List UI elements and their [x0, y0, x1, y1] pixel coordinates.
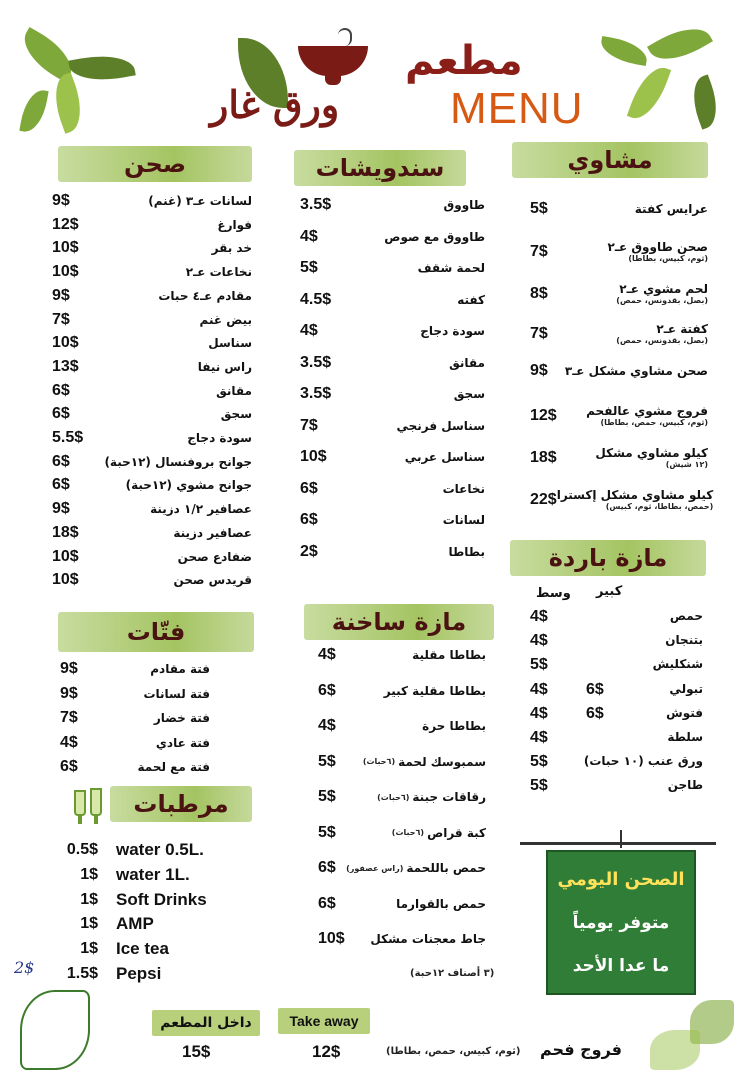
item-price: 5.5$ — [52, 429, 84, 446]
item-price: 6$ — [318, 681, 336, 699]
item-name: AMP — [116, 914, 154, 934]
item-price: 4$ — [318, 646, 336, 663]
item-name-wrap — [363, 755, 486, 769]
item-note: (ثوم، كبيس، حمص، بطاطا) — [600, 418, 708, 427]
item-name-wrap — [616, 282, 708, 305]
leaf-decoration-icon — [650, 1030, 700, 1070]
charcoal-chicken-note: (ثوم، كبيس، حمص، بطاطا) — [386, 1046, 521, 1057]
item-price: 10$ — [52, 334, 79, 352]
item-name: water 1L. — [116, 864, 190, 884]
takeaway-price: 12$ — [312, 1042, 341, 1061]
menu-item-row — [52, 429, 252, 447]
item-note: (حمص، بطاطا، ثوم، كبيس) — [605, 502, 714, 511]
item-name: سناسل عربي — [404, 450, 485, 464]
menu-item-row — [52, 453, 252, 471]
item-name-wrap — [198, 360, 252, 374]
item-name-wrap — [454, 387, 485, 401]
item-note: (١٢ شيش) — [665, 460, 708, 469]
restaurant-name: مطعم — [405, 38, 523, 84]
menu-item-row — [300, 354, 485, 372]
charcoal-chicken-title: فروج فحم — [540, 1040, 623, 1059]
menu-item-row — [28, 840, 258, 860]
item-name: كيلو مشاوي مشكل إكسترا — [556, 488, 714, 502]
item-name: سجق — [220, 407, 252, 422]
item-name: حمص بالقوارما — [396, 896, 486, 911]
item-name: سناسل — [208, 336, 252, 351]
item-price-large: 6$ — [586, 704, 604, 722]
item-name-wrap — [150, 502, 252, 516]
item-price: 1$ — [80, 865, 98, 883]
leaf-decoration-icon — [598, 36, 649, 66]
item-price: 12$ — [52, 215, 79, 233]
item-name: مقادم عـ٤ حبات — [158, 288, 252, 303]
item-name: water 0.5L. — [116, 840, 204, 859]
menu-item-row — [300, 480, 485, 498]
item-price: 7$ — [52, 310, 70, 328]
item-price: 3.5$ — [300, 196, 332, 213]
menu-item-row — [300, 385, 485, 403]
menu-item-row — [300, 511, 485, 529]
item-name: فتة مقادم — [150, 662, 210, 676]
item-name: حمص باللحمة — [406, 861, 486, 875]
handwritten-price: 2$ — [14, 958, 35, 977]
menu-item-row — [300, 417, 485, 435]
item-price: 9$ — [52, 500, 70, 518]
item-price: 1.5$ — [66, 965, 98, 982]
item-name-wrap — [443, 482, 485, 496]
item-name: Ice tea — [116, 939, 169, 959]
item-note: (٦حبات) — [362, 757, 396, 766]
item-name: فروج مشوي عالفحم — [586, 404, 708, 418]
item-price: 12$ — [530, 406, 557, 424]
item-name-wrap — [449, 356, 485, 370]
menu-item-row — [52, 476, 252, 494]
item-name: بطاطا مقلية كبير — [383, 683, 486, 698]
item-name-wrap — [156, 736, 210, 750]
item-name-wrap — [173, 526, 252, 540]
cold-mezza-col-medium: وسط — [536, 586, 571, 601]
item-price: 6$ — [52, 452, 70, 470]
menu-item-row — [318, 753, 486, 771]
item-name: مقانق — [216, 383, 252, 398]
item-price: 9$ — [60, 660, 78, 677]
item-name-wrap — [346, 861, 486, 875]
daily-plate-title: الصحن اليومي — [557, 869, 685, 891]
item-name: نخاعات عـ٢ — [185, 265, 252, 280]
item-price-medium: 4$ — [530, 632, 548, 650]
hot-mezza-footnote: (٣ أصناف ١٢حبة) — [410, 968, 495, 979]
daily-plate-except: ما عدا الأحد — [572, 955, 670, 976]
section-title-fatteh: فتّات — [58, 612, 254, 652]
item-name: تبولي — [669, 681, 703, 696]
leaf-outline-icon — [20, 990, 90, 1070]
menu-item-row — [60, 685, 210, 703]
menu-item-row — [52, 287, 252, 305]
item-name-wrap — [405, 450, 485, 464]
item-name: جوانح بروفنسال (١٢حبة) — [104, 454, 252, 469]
menu-item-row — [300, 228, 485, 246]
menu-item-row — [530, 322, 708, 345]
item-price: 2$ — [300, 542, 318, 560]
item-price: 5$ — [318, 788, 336, 805]
menu-item-row — [318, 682, 486, 700]
menu-item-row — [318, 646, 486, 664]
item-name-wrap — [186, 265, 252, 279]
item-name: عصافير ١/٢ دزينة — [150, 502, 252, 517]
item-price: 4$ — [300, 227, 318, 245]
item-note: (بصل، بقدونس، حمص) — [616, 336, 708, 345]
item-price: 7$ — [60, 709, 78, 726]
item-name: جاط معجنات مشكل — [370, 932, 486, 946]
menu-item-row — [318, 895, 486, 913]
item-name-wrap — [212, 241, 252, 255]
menu-item-row — [318, 859, 486, 877]
item-price: 8$ — [530, 284, 548, 302]
item-name: فتة خضار — [153, 711, 210, 725]
item-name-wrap — [418, 261, 485, 275]
menu-item-row — [52, 239, 252, 257]
item-note: (٦حبات) — [391, 828, 425, 837]
item-price: 18$ — [530, 448, 557, 466]
item-price-medium: 5$ — [530, 656, 548, 674]
menu-item-row — [52, 524, 252, 542]
item-price: 7$ — [530, 324, 548, 342]
item-name-wrap — [126, 478, 252, 492]
item-name-wrap — [200, 313, 252, 327]
item-name-wrap — [420, 324, 485, 338]
drinks-glasses-icon — [72, 780, 106, 826]
item-name-wrap — [148, 194, 252, 208]
item-name: مقانق — [449, 355, 485, 370]
menu-item-row — [300, 448, 485, 466]
item-name-wrap — [187, 431, 252, 445]
item-name-wrap — [448, 545, 485, 559]
menu-item-row — [318, 824, 486, 842]
item-price: 6$ — [52, 381, 70, 399]
leaf-decoration-icon — [647, 17, 713, 71]
section-title-hot-mezza: مازة ساخنة — [304, 604, 494, 640]
item-name-wrap — [367, 932, 486, 946]
item-name: Soft Drinks — [116, 889, 207, 909]
item-name: طاجن — [667, 778, 703, 793]
item-name-wrap — [216, 384, 252, 398]
item-name: عرايس كفتة — [634, 202, 708, 216]
menu-item-row — [530, 282, 708, 305]
item-price: 9$ — [530, 362, 548, 379]
item-name-wrap — [557, 488, 714, 511]
section-title-cold-mezza: مازة باردة — [510, 540, 706, 576]
menu-item-row — [52, 571, 252, 589]
menu-item-row — [28, 914, 258, 934]
item-name: ورق عنب (١٠ حبات) — [583, 754, 703, 769]
section-title-sandwiches: سندويشات — [294, 150, 466, 186]
item-price-large: 6$ — [586, 680, 604, 698]
item-name-wrap — [158, 289, 252, 303]
item-name: خد بقر — [211, 241, 252, 256]
item-name: لحمة شقف — [417, 261, 485, 275]
item-name: لسانات عـ٣ (غنم) — [148, 194, 252, 208]
item-name-wrap — [565, 364, 708, 378]
item-name-wrap — [217, 218, 252, 232]
item-name: فتة مع لحمة — [137, 760, 210, 774]
item-price: 4$ — [300, 322, 318, 339]
item-name-wrap — [392, 826, 486, 840]
menu-item-row — [530, 488, 714, 511]
menu-item-row — [52, 405, 252, 423]
item-name-wrap — [457, 293, 485, 307]
section-title-plates: صحن — [58, 146, 252, 182]
item-name-wrap — [150, 662, 210, 676]
item-price: 5$ — [318, 823, 336, 841]
item-name: كيلو مشاوي مشكل — [595, 446, 708, 460]
item-name-wrap — [444, 198, 485, 212]
menu-title: MENU — [450, 84, 584, 133]
menu-item-row — [318, 788, 486, 806]
cold-mezza-col-large: كبير — [596, 584, 623, 599]
menu-item-row — [300, 291, 485, 309]
menu-item-row — [52, 334, 252, 352]
item-name-wrap — [143, 687, 210, 701]
item-name: طاووق مع صوص — [384, 229, 485, 244]
item-price: 7$ — [530, 242, 548, 260]
item-name: صحن طاووق عـ٢ — [607, 240, 708, 254]
section-title-mashawi: مشاوي — [512, 142, 708, 178]
menu-item-row — [300, 322, 485, 340]
item-name-wrap — [173, 573, 252, 587]
item-price: 4.5$ — [300, 290, 332, 308]
item-price: 5$ — [300, 259, 318, 276]
item-price-medium: 5$ — [530, 777, 548, 795]
menu-item-row — [28, 964, 258, 984]
item-name: فوارغ — [217, 217, 252, 232]
item-name: رقاقات جبنة — [412, 790, 486, 804]
item-price: 9$ — [52, 286, 70, 304]
item-price: 13$ — [52, 357, 79, 375]
item-name: لسانات — [442, 513, 485, 527]
item-price: 9$ — [52, 192, 70, 209]
item-price: 6$ — [300, 479, 318, 497]
item-price-medium: 5$ — [530, 753, 548, 771]
menu-item-row — [530, 362, 708, 380]
item-name-wrap — [208, 336, 252, 350]
item-price: 10$ — [318, 930, 345, 947]
item-name-wrap — [178, 550, 252, 564]
item-price-medium: 4$ — [530, 729, 548, 746]
item-name-wrap — [396, 419, 485, 433]
restaurant-subname: ورق غار — [210, 82, 340, 127]
item-name: لحم مشوي عـ٢ — [619, 282, 708, 296]
menu-item-row — [300, 196, 485, 214]
menu-item-row — [52, 500, 252, 518]
item-price: 7$ — [300, 416, 318, 434]
item-name: شنكليش — [652, 657, 703, 672]
item-name: عصافير دزينة — [173, 525, 252, 540]
item-price: 10$ — [52, 239, 79, 257]
item-name-wrap — [595, 446, 708, 469]
item-price: 3.5$ — [300, 353, 332, 371]
leaf-decoration-icon — [627, 61, 671, 124]
takeaway-label: Take away — [278, 1008, 370, 1034]
item-name-wrap — [616, 322, 708, 345]
item-price: 9$ — [60, 684, 78, 702]
item-name-wrap — [221, 407, 252, 421]
item-name: نخاعات — [442, 481, 485, 496]
menu-item-row — [60, 734, 210, 752]
leaf-decoration-icon — [19, 87, 48, 134]
section-title-drinks: مرطبات — [110, 786, 252, 822]
item-name: طاووق — [443, 198, 485, 212]
item-price: 1$ — [80, 940, 98, 958]
menu-item-row — [318, 930, 486, 948]
menu-item-row — [52, 311, 252, 329]
menu-item-row — [530, 200, 708, 218]
item-price: 3.5$ — [300, 385, 332, 402]
item-name: سودة دجاج — [187, 431, 252, 445]
item-name: بيض غنم — [199, 312, 252, 327]
item-price-medium: 4$ — [530, 608, 548, 625]
item-name: بطاطا — [448, 544, 485, 559]
item-price: 6$ — [318, 859, 336, 876]
item-name: بطاطا مقلية — [412, 648, 486, 662]
item-name: كبة قراص — [427, 825, 486, 840]
menu-item-row — [28, 890, 258, 910]
item-name: راس نيفا — [197, 359, 252, 374]
item-name-wrap — [608, 240, 708, 263]
item-name: صحن مشاوي مشكل عـ٣ — [564, 364, 708, 378]
item-note: (ثوم، كبيس، بطاطا) — [628, 254, 708, 263]
item-name-wrap — [409, 648, 486, 662]
leaf-decoration-icon — [46, 72, 90, 134]
item-name: فتوش — [666, 705, 703, 720]
item-price: 1$ — [80, 915, 98, 933]
item-price: 0.5$ — [66, 841, 98, 858]
item-name: سلطة — [667, 730, 703, 744]
item-name: حمص — [669, 609, 703, 623]
menu-item-row — [300, 543, 485, 561]
item-price: 6$ — [52, 476, 70, 494]
item-price: 22$ — [530, 490, 557, 508]
daily-plate-available: متوفر يومياً — [572, 912, 670, 933]
dine-in-label: داخل المطعم — [152, 1010, 260, 1036]
steam-icon — [338, 28, 352, 46]
leaf-decoration-icon — [685, 74, 725, 129]
item-name-wrap — [104, 455, 252, 469]
item-price: 1$ — [80, 890, 98, 908]
item-name-wrap — [635, 202, 708, 216]
menu-item-row — [60, 660, 210, 678]
item-name: فتة لسانات — [143, 686, 210, 701]
menu-item-row — [530, 446, 708, 469]
item-name: فتة عادي — [155, 735, 210, 750]
item-name: كفتة عـ٢ — [656, 322, 708, 336]
item-name-wrap — [154, 711, 210, 725]
item-price: 10$ — [300, 448, 327, 465]
item-price-medium: 4$ — [530, 704, 548, 722]
item-name-wrap — [381, 684, 486, 698]
item-price: 10$ — [52, 263, 79, 281]
item-price: 6$ — [60, 758, 78, 775]
item-name-wrap — [393, 897, 486, 911]
item-price: 4$ — [60, 733, 78, 751]
item-name: قريدس صحن — [173, 573, 252, 588]
menu-item-row — [28, 865, 258, 885]
menu-item-row — [52, 192, 252, 210]
menu-item-row — [28, 939, 258, 959]
item-name-wrap — [384, 230, 485, 244]
item-name: سناسل فرنجي — [396, 418, 485, 433]
item-price: 18$ — [52, 523, 79, 541]
item-name: كفته — [457, 292, 485, 307]
menu-item-row — [52, 216, 252, 234]
menu-item-row — [530, 404, 708, 427]
menu-item-row — [530, 240, 708, 263]
item-price: 4$ — [318, 717, 336, 734]
item-name: بطاطا حرة — [422, 719, 486, 733]
menu-item-row — [52, 548, 252, 566]
item-note: (بصل، بقدونس، حمص) — [616, 296, 708, 305]
item-price: 6$ — [318, 894, 336, 912]
item-note: (راس عصفور) — [346, 863, 404, 873]
menu-item-row — [300, 259, 485, 277]
menu-item-row — [52, 382, 252, 400]
menu-item-row — [52, 263, 252, 281]
item-price: 5$ — [530, 200, 548, 217]
item-name-wrap — [419, 719, 486, 733]
dine-in-price: 15$ — [182, 1042, 211, 1061]
item-price: 10$ — [52, 547, 79, 565]
item-name: جوانح مشوي (١٢حبة) — [125, 478, 252, 493]
daily-plate-board — [546, 850, 696, 995]
item-name: Pepsi — [116, 964, 162, 983]
item-note: (٦حبات) — [377, 792, 410, 802]
item-name-wrap — [586, 404, 708, 427]
item-price: 10$ — [52, 571, 79, 589]
item-name: بتنجان — [665, 633, 703, 648]
board-string-icon — [620, 830, 622, 848]
item-name: سودة دجاج — [420, 324, 485, 338]
item-price: 6$ — [300, 511, 318, 528]
item-name: سجق — [453, 387, 485, 401]
menu-item-row — [52, 358, 252, 376]
item-price-medium: 4$ — [530, 680, 548, 698]
menu-item-row — [60, 709, 210, 727]
item-name-wrap — [138, 760, 211, 774]
item-price: 6$ — [52, 405, 70, 423]
menu-item-row — [318, 717, 486, 735]
menu-item-row — [60, 758, 210, 776]
item-name: سمبوسك لحمة — [398, 754, 486, 769]
board-hanger-icon — [520, 842, 716, 845]
leaf-decoration-icon — [68, 50, 136, 87]
item-name: ضفادع صحن — [177, 549, 252, 564]
bowl-icon — [298, 46, 368, 76]
item-name-wrap — [443, 513, 485, 527]
item-price: 5$ — [318, 752, 336, 770]
item-name-wrap — [377, 790, 486, 804]
